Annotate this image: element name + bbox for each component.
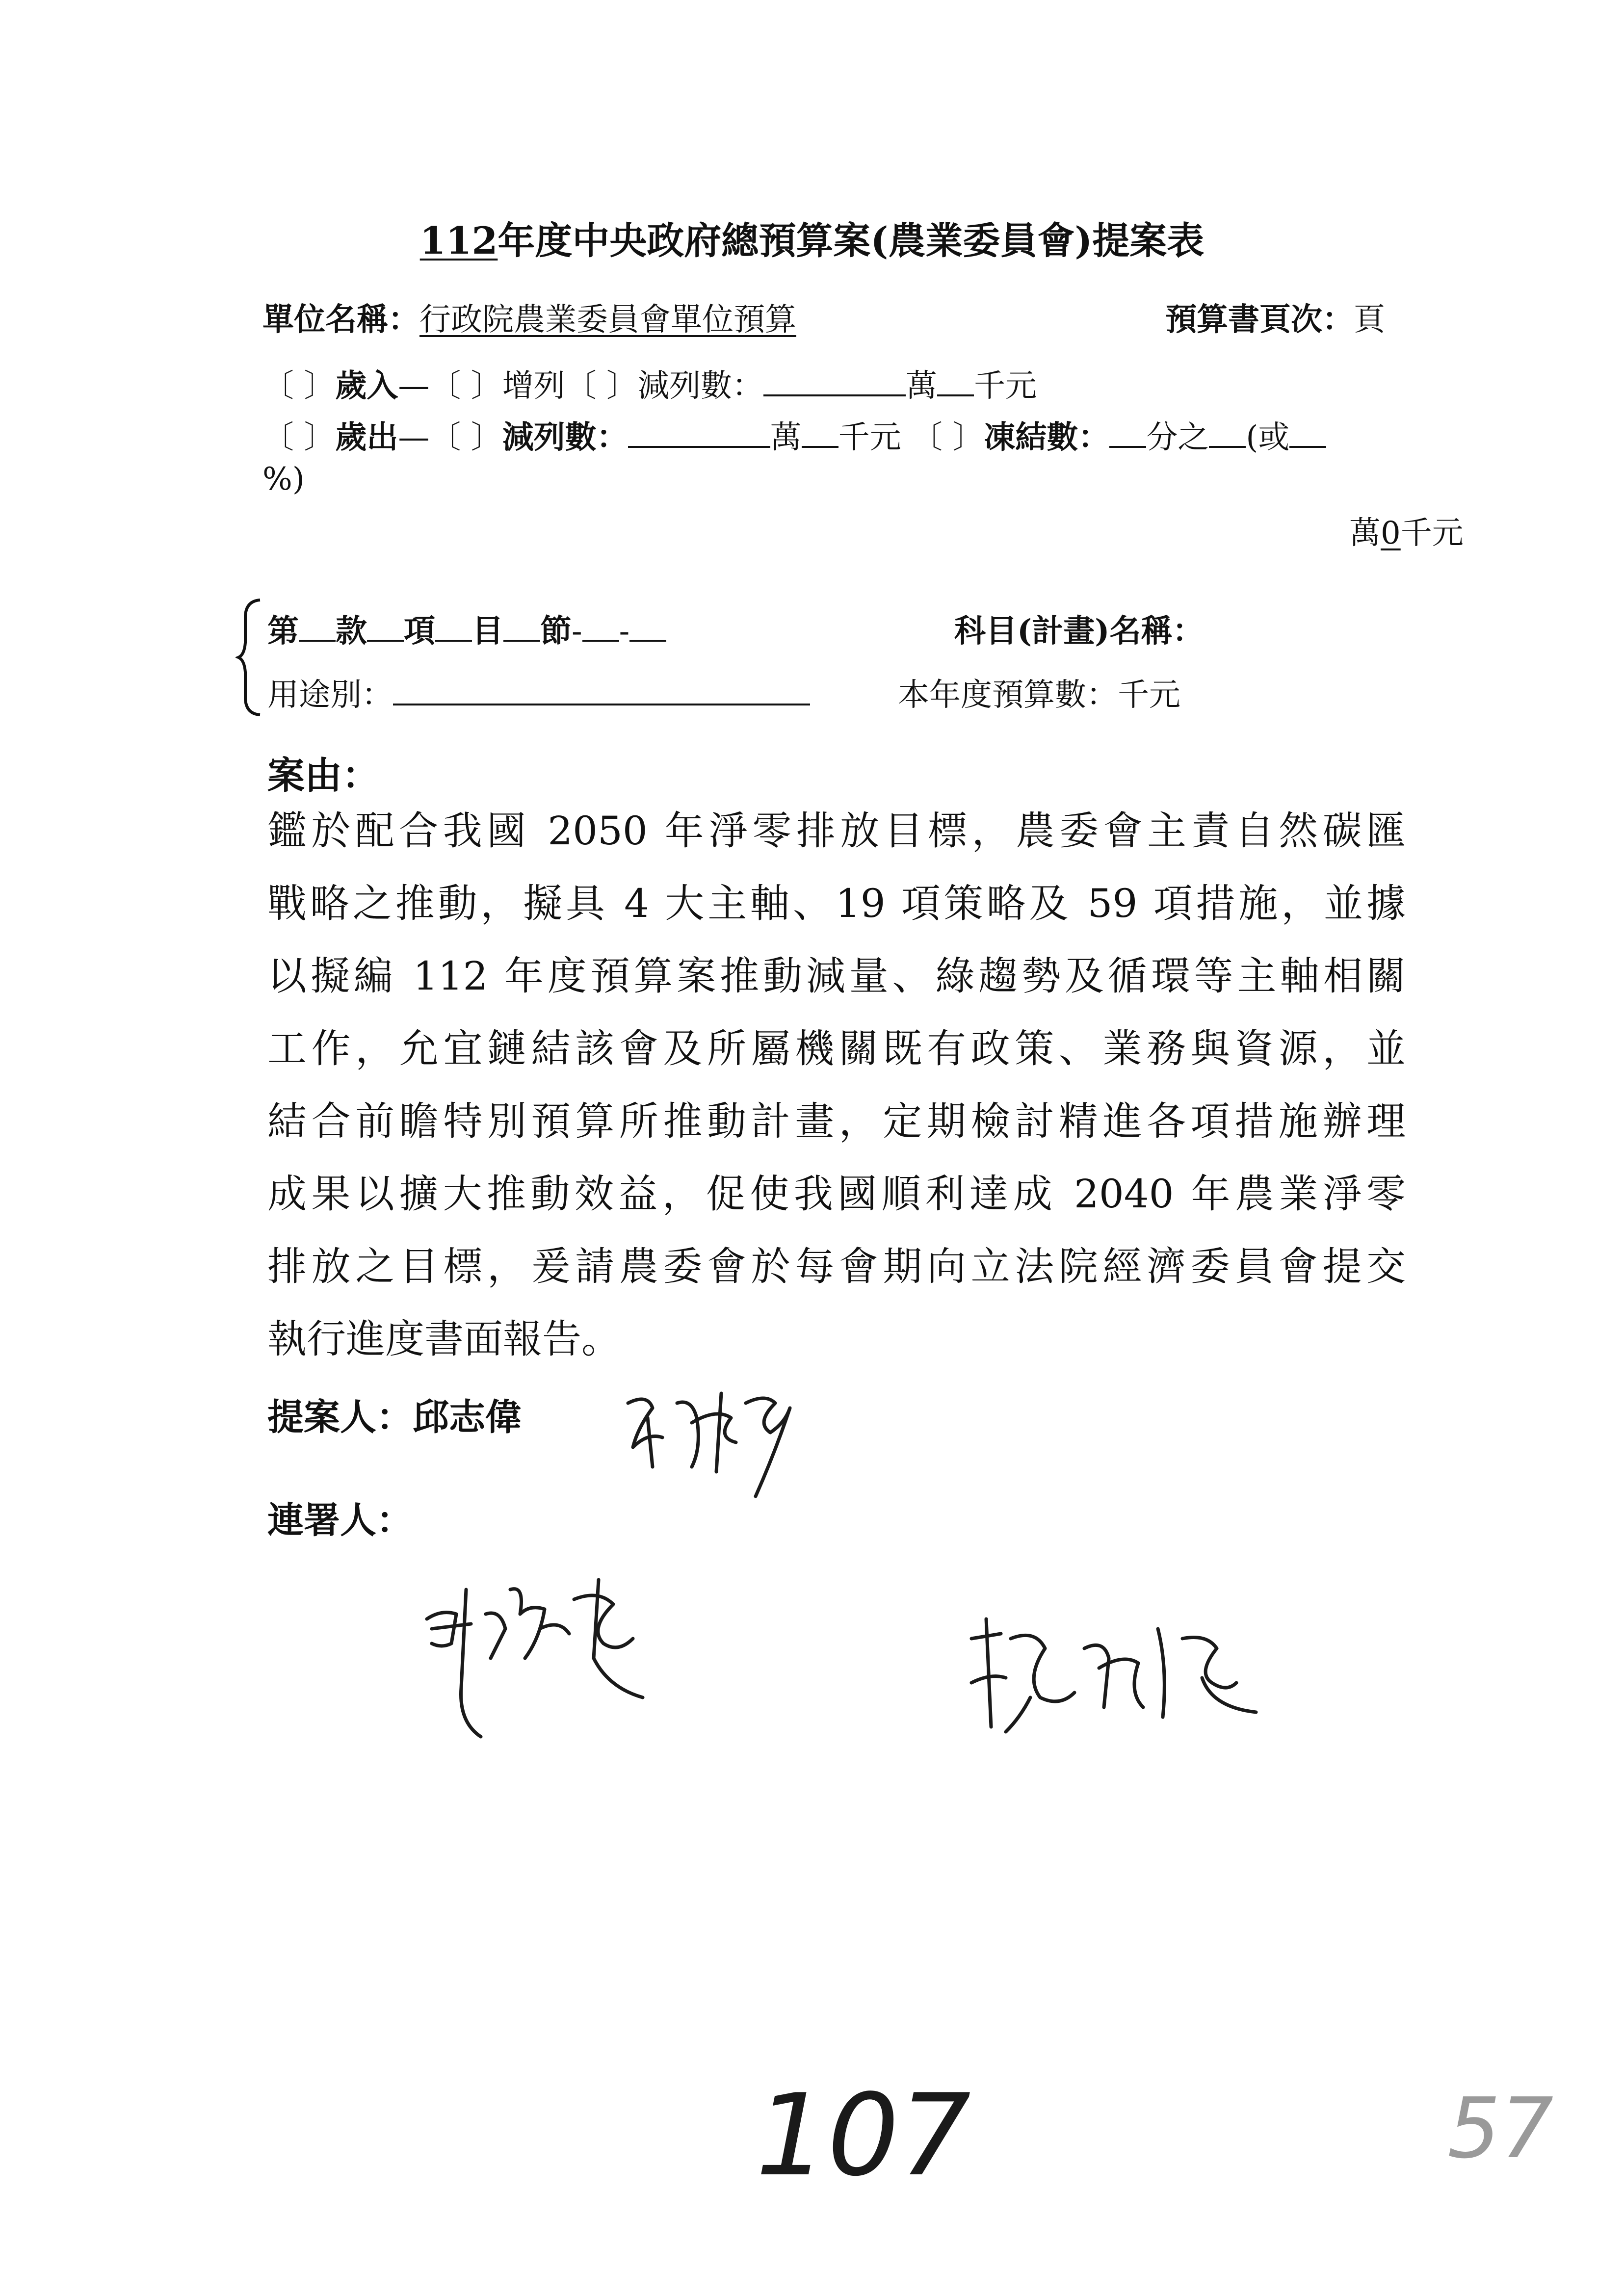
section-xiang: 項 [404,613,435,650]
section-mu: 目 [472,613,503,650]
reason-line: 結合前瞻特別預算所推動計畫，定期檢討精進各項措施辦理 [267,1098,1406,1144]
expense-line [262,412,1326,457]
reason-line: 工作，允宜鏈結該會及所屬機關既有政策、業務與資源，並 [267,1026,1406,1071]
revenue-qian: 千元 [974,368,1037,404]
expense-reduce-checkbox: 〔 〕 [429,419,502,456]
budget-label: 本年度預算數：千元 [898,677,1180,713]
revenue-reduce-checkbox: 〔 〕 [565,368,638,404]
freeze-amount-value: 0 [1381,515,1401,551]
cosigner-signature-2 [962,1609,1276,1756]
revenue-wan-blank [763,366,906,396]
usage-line [267,670,810,715]
revenue-reduce-label: 減列數： [638,368,764,404]
proposer-signature [618,1374,824,1511]
expense-checkbox: 〔 〕 [262,419,336,456]
expense-qian: 千元 [838,419,901,456]
unit-name-row [262,294,796,339]
reason-line: 戰略之推動，擬具 4 大主軸、19 項策略及 59 項措施，並據 [267,881,1406,926]
subject-label: 科目(計畫)名稱： [954,613,1204,650]
revenue-label: 歲入 [335,367,398,404]
revenue-add-label: 增列 [502,368,565,404]
usage-blank [393,675,810,705]
reason-line: 成果以擴大推動效益，促使我國順利達成 2040 年農業淨零 [267,1171,1406,1217]
section-jie: 節 [540,613,572,650]
title-text: 年度中央政府總預算案(農業委員會)提案表 [498,219,1205,262]
reason-line: 以擬編 112 年度預算案推動減量、綠趨勢及循環等主軸相關 [267,953,1406,999]
freeze-numerator-blank [1109,417,1146,448]
page-ref-label: 預算書頁次： [1165,301,1354,338]
proposer-line [267,1388,522,1440]
freeze-amount [1349,508,1464,553]
reason-line: 排放之目標，爰請農委會於每會期向立法院經濟委員會提交 [267,1244,1406,1289]
document-title [0,211,1624,264]
blank-xiang [367,611,404,642]
page-ref-unit: 頁 [1354,302,1385,338]
usage-label: 用途別： [267,677,393,713]
proposer-name: 邱志偉 [413,1396,522,1438]
proposer-label: 提案人： [267,1396,413,1438]
section-di: 第 [267,613,299,650]
freeze-checkbox: 〔 〕 [911,419,984,456]
freeze-denominator-blank [1209,417,1246,448]
blank-mu [435,611,472,642]
expense-reduce-label: 減列數： [502,419,628,456]
revenue-dash: — [398,368,430,404]
cosigners-label: 連署人： [267,1499,413,1541]
unit-name-label: 單位名稱： [262,301,419,338]
freeze-amount-wan: 萬 [1349,515,1381,551]
reason-body [267,795,1406,1376]
reason-line: 執行進度書面報告。 [267,1316,621,1362]
freeze-amount-qian: 千元 [1400,515,1464,551]
section-dash2: - [619,613,630,650]
expense-wan: 萬 [770,419,802,456]
handwritten-page-number: 107 [756,2070,971,2201]
page-ref-row [1165,294,1385,339]
freeze-fen: 分之 [1146,419,1209,456]
blank-n1 [582,611,619,642]
revenue-qian-blank [937,366,974,396]
handwritten-corner-number: 57 [1447,2080,1554,2177]
expense-label: 歲出 [335,419,398,456]
freeze-or: (或 [1246,419,1290,456]
freeze-percent-blank [1289,417,1326,448]
freeze-label: 凍結數： [984,419,1110,456]
revenue-checkbox: 〔 〕 [262,368,336,404]
reason-heading: 案由： [267,754,379,797]
expense-qian-blank [802,417,838,448]
blank-n2 [629,611,666,642]
percent-close: %) [262,461,305,497]
blank-kuan [299,611,336,642]
section-brace [236,596,265,719]
revenue-add-checkbox: 〔 〕 [429,368,502,404]
section-line [267,606,666,651]
revenue-wan: 萬 [906,368,938,404]
expense-wan-blank [628,417,770,448]
cosigner-signature-1 [412,1560,687,1766]
section-dash1: - [572,613,582,650]
unit-name-value: 行政院農業委員會單位預算 [419,302,796,338]
revenue-line [262,361,1037,406]
expense-dash: — [398,419,430,456]
title-year: 112 [419,219,498,262]
reason-line: 鑑於配合我國 2050 年淨零排放目標，農委會主責自然碳匯 [267,808,1406,854]
section-kuan: 款 [336,613,367,650]
blank-jie [503,611,540,642]
